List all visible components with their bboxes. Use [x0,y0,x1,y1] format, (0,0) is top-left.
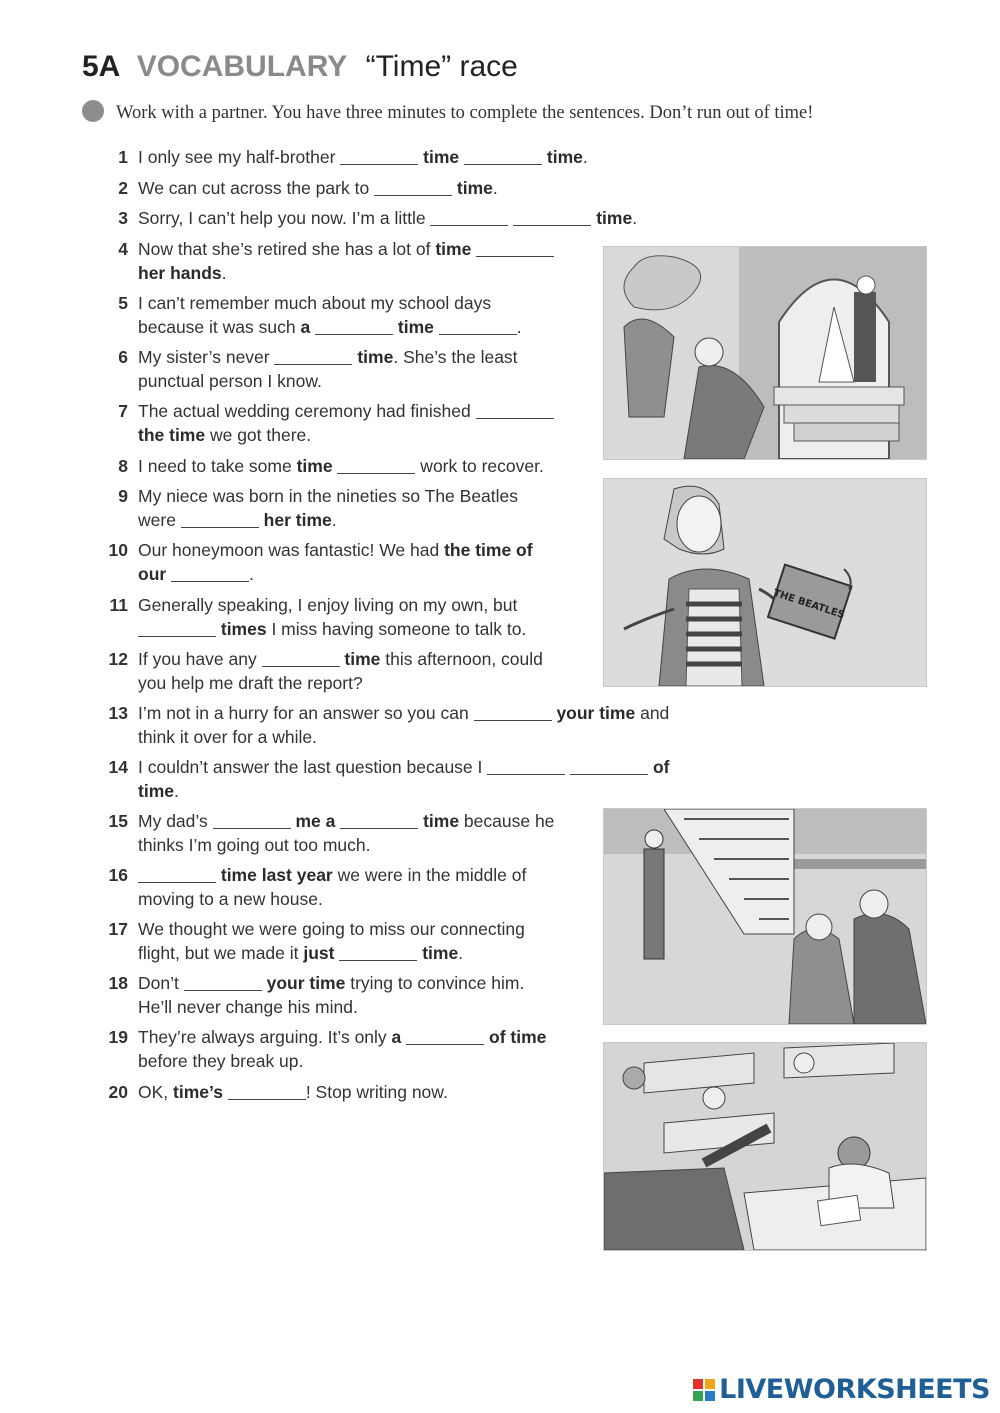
item-sentence [138,593,526,641]
item-number: 9 [118,486,128,506]
item-number: 2 [118,178,128,198]
sentence-text: . [516,317,522,337]
sentence-text: this afternoon, could [380,649,543,669]
beatles-book-label: THE BEATLES [771,587,846,622]
key-phrase: time [418,147,465,167]
key-phrase: your time [551,703,636,723]
item-sentence [138,484,518,532]
item-number: 13 [108,703,128,723]
key-phrase: time [542,147,583,167]
sentence-text: thinks I’m going out too much. [138,835,371,855]
answer-blank[interactable] [262,650,340,667]
item-sentence [138,176,498,200]
item-number: 20 [108,1082,128,1102]
sentence-text: My sister’s never [138,347,275,367]
answer-blank[interactable] [228,1083,306,1100]
item-number: 16 [108,865,128,885]
exercise-item [100,237,554,285]
key-phrase: time [352,347,394,367]
sentence-text: I can’t remember much about my school days [138,293,492,313]
item-sentence [138,538,533,586]
wedding-illustration [603,246,927,460]
item-sentence [138,145,588,169]
item-sentence [138,917,525,965]
answer-blank[interactable] [138,620,216,637]
answer-blank[interactable] [406,1028,484,1045]
key-phrase: time’s [173,1082,228,1102]
sentence-text: . [221,263,227,283]
answer-blank[interactable] [213,812,291,829]
sentence-text: Now that she’s retired she has a lot of [138,239,436,259]
exercise-item [100,1080,448,1104]
key-phrase: time last year [216,865,333,885]
sentence-text: OK, [138,1082,174,1102]
sentence-text: you help me draft the report? [138,673,363,693]
sentence-text: I couldn’t answer the last question because I [138,757,488,777]
key-phrase: time [339,649,381,669]
answer-blank[interactable] [171,565,249,582]
exercise-item [100,484,518,532]
item-sentence [138,701,669,749]
exercise-item [100,1025,546,1073]
sentence-text: I need to take some [138,456,297,476]
item-sentence [138,345,518,393]
item-sentence [138,454,544,478]
answer-blank[interactable] [487,758,565,775]
item-number: 7 [118,401,128,421]
item-sentence [138,863,526,911]
exercise-item [100,176,498,200]
key-phrase: time [393,317,439,337]
exercise-item [100,291,522,339]
section-label: VOCABULARY [136,50,348,83]
topic-label: “Time” race [365,50,518,83]
exercise-item [100,863,526,911]
answer-blank[interactable] [138,866,216,883]
logo-square-orange [705,1379,715,1389]
exercise-item [100,917,525,965]
answer-blank[interactable] [340,148,418,165]
item-sentence [138,809,554,857]
item-number: 8 [118,456,128,476]
answer-blank[interactable] [439,318,517,335]
sentence-text: If you have any [138,649,262,669]
exam-illustration [603,1042,927,1251]
sentence-text: we were in the middle of [332,865,527,885]
sentence-text: think it over for a while. [138,727,317,747]
item-sentence [138,399,554,447]
item-sentence [138,1080,448,1104]
sentence-text: . [632,208,638,228]
sentence-text: My dad’s [138,811,213,831]
sentence-text: I only see my half-brother [138,147,341,167]
sentence-text: I’m not in a hurry for an answer so you can [138,703,474,723]
exercise-item [100,647,543,695]
exercise-item [100,145,588,169]
sentence-text: My niece was born in the nineties so The Beatles [138,486,519,506]
key-phrase: a [391,1027,407,1047]
key-phrase: your time [261,973,346,993]
item-sentence [138,206,637,230]
instructions [82,100,813,124]
sentence-text: were [138,510,181,530]
key-phrase: of time [484,1027,547,1047]
item-sentence [138,755,670,803]
key-phrase: her time [258,510,332,530]
item-sentence [138,971,524,1019]
liveworksheets-icon [693,1379,715,1401]
item-sentence [138,647,543,695]
key-phrase: time [452,178,493,198]
key-phrase: the time of [444,540,533,560]
answer-blank[interactable] [464,148,542,165]
key-phrase: time [435,239,477,259]
answer-blank[interactable] [374,179,452,196]
answer-blank[interactable] [340,812,418,829]
beatles-fan-illustration [603,478,927,687]
item-number: 10 [108,540,128,560]
answer-blank[interactable] [476,402,554,419]
instructions-text: Work with a partner. You have three minutes to complete the sentences. Don’t run out of time! [116,103,814,123]
sentence-text: . [582,147,588,167]
exercise-item [100,701,669,749]
sentence-text: . [173,781,179,801]
logo-square-green [693,1391,703,1401]
answer-blank[interactable] [513,209,591,226]
sentence-text: Don’t [138,973,184,993]
exercise-item [100,538,533,586]
key-phrase: time [138,781,174,801]
key-phrase: time [418,811,460,831]
sentence-text: He’ll never change his mind. [138,997,358,1017]
exercise-item [100,971,524,1019]
sentence-text: ! Stop writing now. [305,1082,448,1102]
item-number: 12 [108,649,128,669]
answer-blank[interactable] [274,348,352,365]
sentence-text: . [249,564,254,584]
sentence-text: before they break up. [138,1051,304,1071]
unit-number: 5A [82,50,121,83]
sentence-text: because he [459,811,555,831]
answer-blank[interactable] [474,704,552,721]
pair-work-icon [82,100,104,122]
sentence-text: punctual person I know. [138,371,322,391]
logo-square-blue [705,1391,715,1401]
sentence-text: flight, but we made it [138,943,304,963]
sentence-text: . She’s the least [393,347,518,367]
item-number: 17 [108,919,128,939]
sentence-text: They’re always arguing. It’s only [138,1027,392,1047]
exercise-item [100,345,518,393]
liveworksheets-logo [693,1374,990,1405]
sentence-text: because it was such [138,317,301,337]
item-number: 4 [118,239,128,259]
key-phrase: her hands [138,263,222,283]
brand-text: LIVEWORKSHEETS [719,1374,990,1405]
key-phrase: time [296,456,338,476]
key-phrase: time [417,943,459,963]
item-number: 15 [108,811,128,831]
sentence-text: We thought we were going to miss our connecting [138,919,525,939]
answer-blank[interactable] [184,974,262,991]
item-sentence [138,291,522,339]
sentence-text: and [635,703,670,723]
sentence-text: I miss having someone to talk to. [266,619,527,639]
item-number: 3 [118,208,128,228]
sentence-text: Our honeymoon was fantastic! We had [138,540,445,560]
sentence-text: . [331,510,337,530]
answer-blank[interactable] [337,457,415,474]
item-number: 5 [118,293,128,313]
key-phrase: of [648,757,670,777]
item-number: 6 [118,347,128,367]
sentence-text: moving to a new house. [138,889,323,909]
exercise-item [100,206,637,230]
answer-blank[interactable] [315,318,393,335]
item-sentence [138,1025,546,1073]
item-number: 1 [118,147,128,167]
logo-square-red [693,1379,703,1389]
answer-blank[interactable] [430,209,508,226]
key-phrase: just [303,943,340,963]
item-number: 11 [109,595,128,615]
key-phrase: a [300,317,316,337]
sentence-text: Generally speaking, I enjoy living on my own, but [138,595,518,615]
exercise-item [100,454,544,478]
sentence-text: trying to convince him. [345,973,525,993]
item-number: 18 [108,973,128,993]
sentence-text: . [458,943,464,963]
answer-blank[interactable] [181,511,259,528]
item-number: 14 [108,757,128,777]
key-phrase: our [138,564,172,584]
key-phrase: me a [290,811,341,831]
key-phrase: time [591,208,633,228]
key-phrase: the time [138,425,206,445]
sentence-text: work to recover. [415,456,544,476]
item-number: 19 [108,1027,128,1047]
exercise-item [100,809,554,857]
item-sentence [138,237,554,285]
sentence-text: The actual wedding ceremony had finished [138,401,476,421]
answer-blank[interactable] [476,240,554,257]
sentence-text: We can cut across the park to [138,178,375,198]
exercise-item [100,755,670,803]
key-phrase: times [216,619,267,639]
airport-illustration [603,808,927,1025]
sentence-text: Sorry, I can’t help you now. I’m a little [138,208,431,228]
exercise-item [100,399,554,447]
answer-blank[interactable] [570,758,648,775]
sentence-text: we got there. [205,425,312,445]
answer-blank[interactable] [339,944,417,961]
exercise-item [100,593,526,641]
sentence-text: . [492,178,498,198]
page-title [82,50,518,84]
